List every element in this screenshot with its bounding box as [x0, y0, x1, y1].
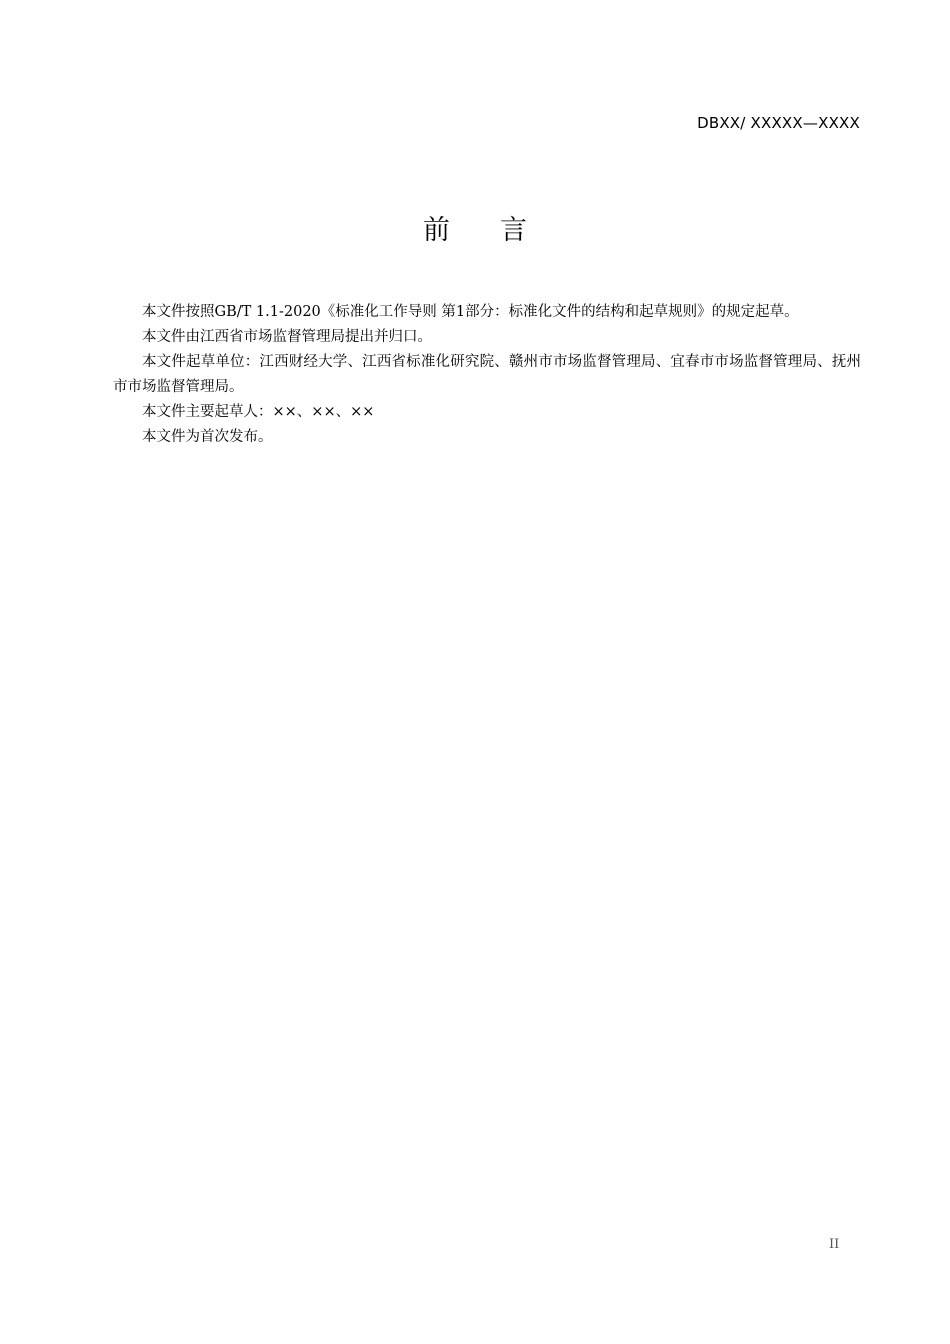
foreword-title-char-2: 言 — [500, 215, 527, 246]
paragraph-main-drafters: 本文件主要起草人：××、××、×× — [142, 404, 375, 420]
paragraph-first-release: 本文件为首次发布。 — [142, 429, 273, 445]
page-number: II — [829, 1237, 840, 1252]
paragraph-standard-basis: 本文件按照GB/T 1.1-2020《标准化工作导则 第1部分：标准化文件的结构和起草规则》的规定起草。 — [142, 304, 799, 320]
foreword-body — [113, 300, 861, 450]
document-code: DBXX/ XXXXX—XXXX — [697, 114, 860, 132]
paragraph-proposer: 本文件由江西省市场监督管理局提出并归口。 — [142, 329, 432, 345]
paragraph-drafting-units: 本文件起草单位：江西财经大学、江西省标准化研究院、赣州市市场监督管理局、宜春市市场监督管理局、抚州市市场监督管理局。 — [113, 354, 861, 395]
foreword-title-char-1: 前 — [423, 215, 450, 246]
foreword-title — [0, 214, 950, 248]
